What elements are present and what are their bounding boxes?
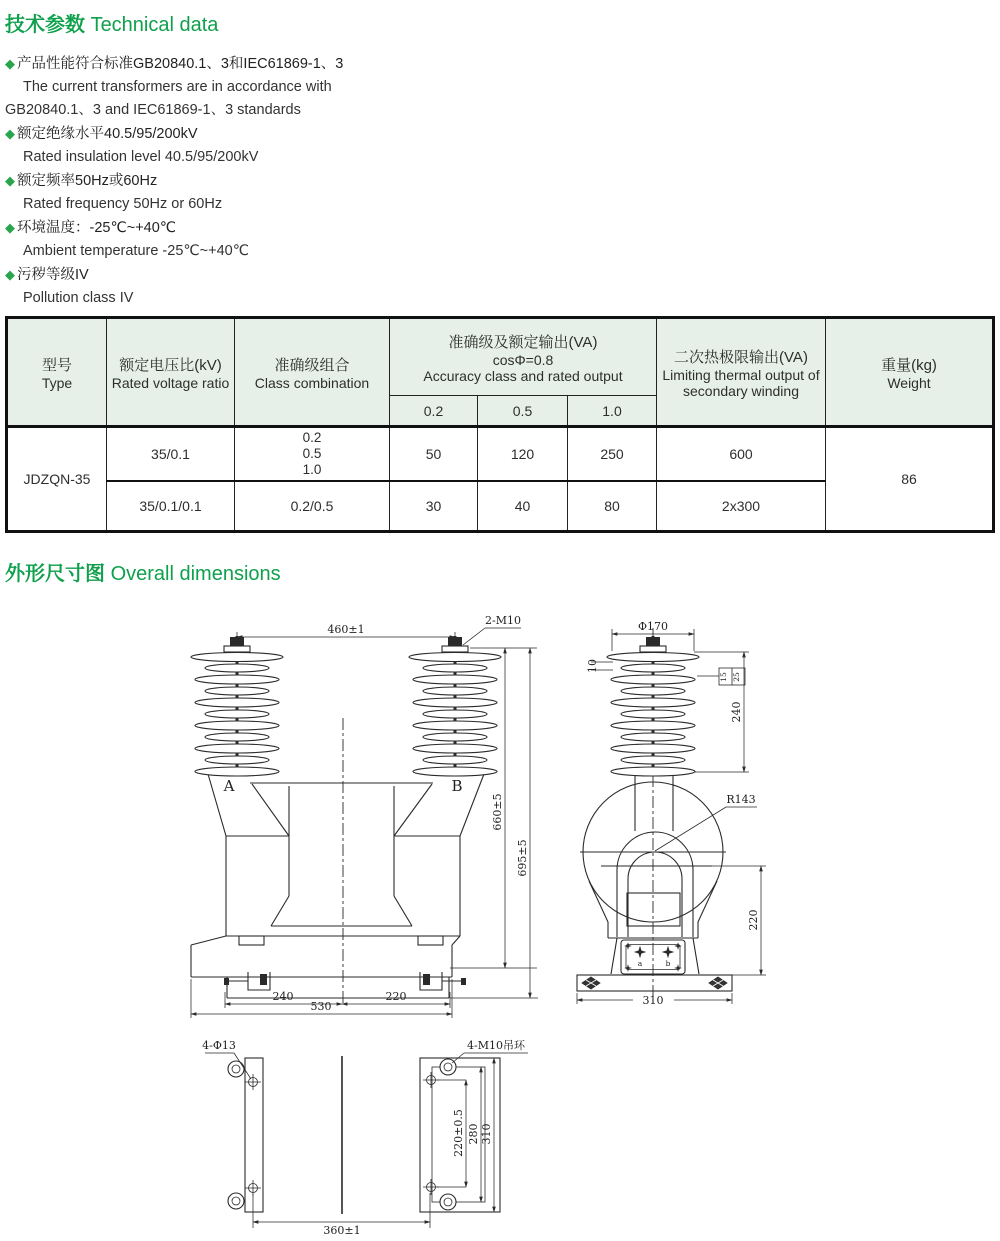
top-bolts-label: 2-M10 (485, 614, 521, 627)
cell-a05-1: 120 (478, 427, 568, 482)
dim-695-label: 695±5 (516, 839, 529, 877)
insulator-a (191, 636, 283, 776)
dim-460-label: 460±1 (327, 623, 365, 636)
dim-bv-360-label: 360±1 (323, 1224, 361, 1237)
col-header-type: 型号 Type (7, 318, 107, 427)
cell-thermal-2: 2x300 (657, 481, 826, 532)
terminal-a-label: A (223, 777, 235, 795)
nameplate-panel (627, 893, 680, 926)
mounting-rail-left (245, 1058, 263, 1212)
dim-660-label: 660±5 (491, 793, 504, 831)
bottom-view (202, 1039, 528, 1237)
diamond-bullet-icon: ◆ (5, 126, 15, 141)
insulator-side (607, 636, 699, 776)
terminal-b-label: B (451, 777, 463, 795)
spec-line: Pollution class IV (23, 290, 134, 306)
cell-class-2: 0.2/0.5 (235, 481, 390, 532)
col-header-thermal: 二次热极限输出(VA) Limiting thermal output of secondary winding (657, 318, 826, 427)
col-header-class: 准确级组合 Class combination (235, 318, 390, 427)
spec-line: Ambient temperature -25℃~+40℃ (23, 243, 250, 259)
spec-line: Rated frequency 50Hz or 60Hz (23, 196, 223, 212)
cell-type: JDZQN-35 (7, 427, 107, 532)
spec-line: The current transformers are in accordance with (23, 79, 332, 95)
ground-clamp-right (420, 972, 466, 990)
anchor-bolt-right (709, 977, 727, 989)
anchor-bolt-left (582, 977, 600, 989)
insulator-b (409, 636, 501, 776)
dim-side-220-label: 220 (747, 909, 760, 931)
mounting-hole (423, 1179, 439, 1195)
cell-class-1: 0.2 0.5 1.0 (235, 427, 390, 482)
ground-clamp-left (224, 972, 270, 990)
base-bracket-left (239, 936, 264, 945)
col-header-weight: 重量(kg) Weight (826, 318, 994, 427)
terminal-a-small-label: a (637, 959, 643, 968)
lifting-ring (440, 1194, 456, 1210)
col-header-ratio: 额定电压比(kV) Rated voltage ratio (107, 318, 235, 427)
dim-bv-310-label: 310 (480, 1123, 493, 1145)
sub-header-10: 1.0 (568, 396, 657, 427)
spec-line: ◆ 产品性能符合标准GB20840.1、3和IEC61869-1、3 (5, 56, 344, 72)
diamond-bullet-icon: ◆ (5, 267, 15, 282)
dia-170-label: Φ170 (637, 620, 669, 633)
dim-15-label: 15 (719, 672, 728, 682)
spec-line: ◆ 额定绝缘水平40.5/95/200kV (5, 126, 198, 142)
title-zh: 技术参数 (5, 14, 85, 36)
cell-a02-2: 30 (390, 481, 478, 532)
mounting-hole (245, 1180, 261, 1196)
diamond-bullet-icon: ◆ (5, 173, 15, 188)
cell-thermal-1: 600 (657, 427, 826, 482)
spec-line: ◆ 额定频率50Hz或60Hz (5, 173, 158, 189)
rings-4m10-label: 4-M10吊环 (467, 1039, 525, 1052)
terminal-b-small-label: b (665, 959, 671, 968)
spec-line: GB20840.1、3 and IEC61869-1、3 standards (5, 102, 301, 118)
cell-a02-1: 50 (390, 427, 478, 482)
spec-line: ◆ 污秽等级IV (5, 267, 89, 283)
base-bracket-right (418, 936, 443, 945)
dim-ins-240-label: 240 (730, 701, 743, 723)
spec-line: Rated insulation level 40.5/95/200kV (23, 149, 259, 165)
cell-weight: 86 (826, 427, 994, 532)
spec-line: ◆ 环境温度：-25℃~+40℃ (5, 220, 177, 236)
sub-header-02: 0.2 (390, 396, 478, 427)
side-view (577, 620, 766, 1007)
dim-530-label: 530 (310, 1000, 332, 1013)
cell-a05-2: 40 (478, 481, 568, 532)
dim-bv-280-label: 280 (467, 1123, 480, 1145)
cell-a10-2: 80 (568, 481, 657, 532)
col-header-accuracy: 准确级及额定输出(VA) cosΦ=0.8 Accuracy class and rated output (390, 318, 657, 396)
cell-ratio-1: 35/0.1 (107, 427, 235, 482)
lifting-ring (228, 1061, 244, 1077)
dim-220-label: 220 (385, 990, 407, 1003)
dim-240-label: 240 (272, 990, 294, 1003)
mounting-hole (423, 1072, 439, 1088)
sub-header-05: 0.5 (478, 396, 568, 427)
lifting-ring (228, 1193, 244, 1209)
tank-outline (191, 774, 484, 998)
diamond-bullet-icon: ◆ (5, 220, 15, 235)
core-window-inner (628, 852, 682, 937)
dim-25-label: 25 (732, 672, 741, 682)
holes-4d13-label: 4-Φ13 (202, 1039, 236, 1052)
mounting-hole (245, 1074, 261, 1090)
radius-143-label: R143 (726, 793, 756, 806)
title-zh: 外形尺寸图 (5, 563, 105, 585)
title-en: Overall dimensions (110, 563, 281, 585)
dim-bv-220-label: 220±0.5 (452, 1109, 465, 1157)
front-view (191, 614, 538, 1018)
dim-side-310-label: 310 (642, 994, 664, 1007)
cell-a10-1: 250 (568, 427, 657, 482)
title-en: Technical data (90, 14, 219, 36)
cell-ratio-2: 35/0.1/0.1 (107, 481, 235, 532)
dim-10-label: 10 (586, 659, 599, 673)
column (635, 776, 673, 831)
diamond-bullet-icon: ◆ (5, 56, 15, 71)
